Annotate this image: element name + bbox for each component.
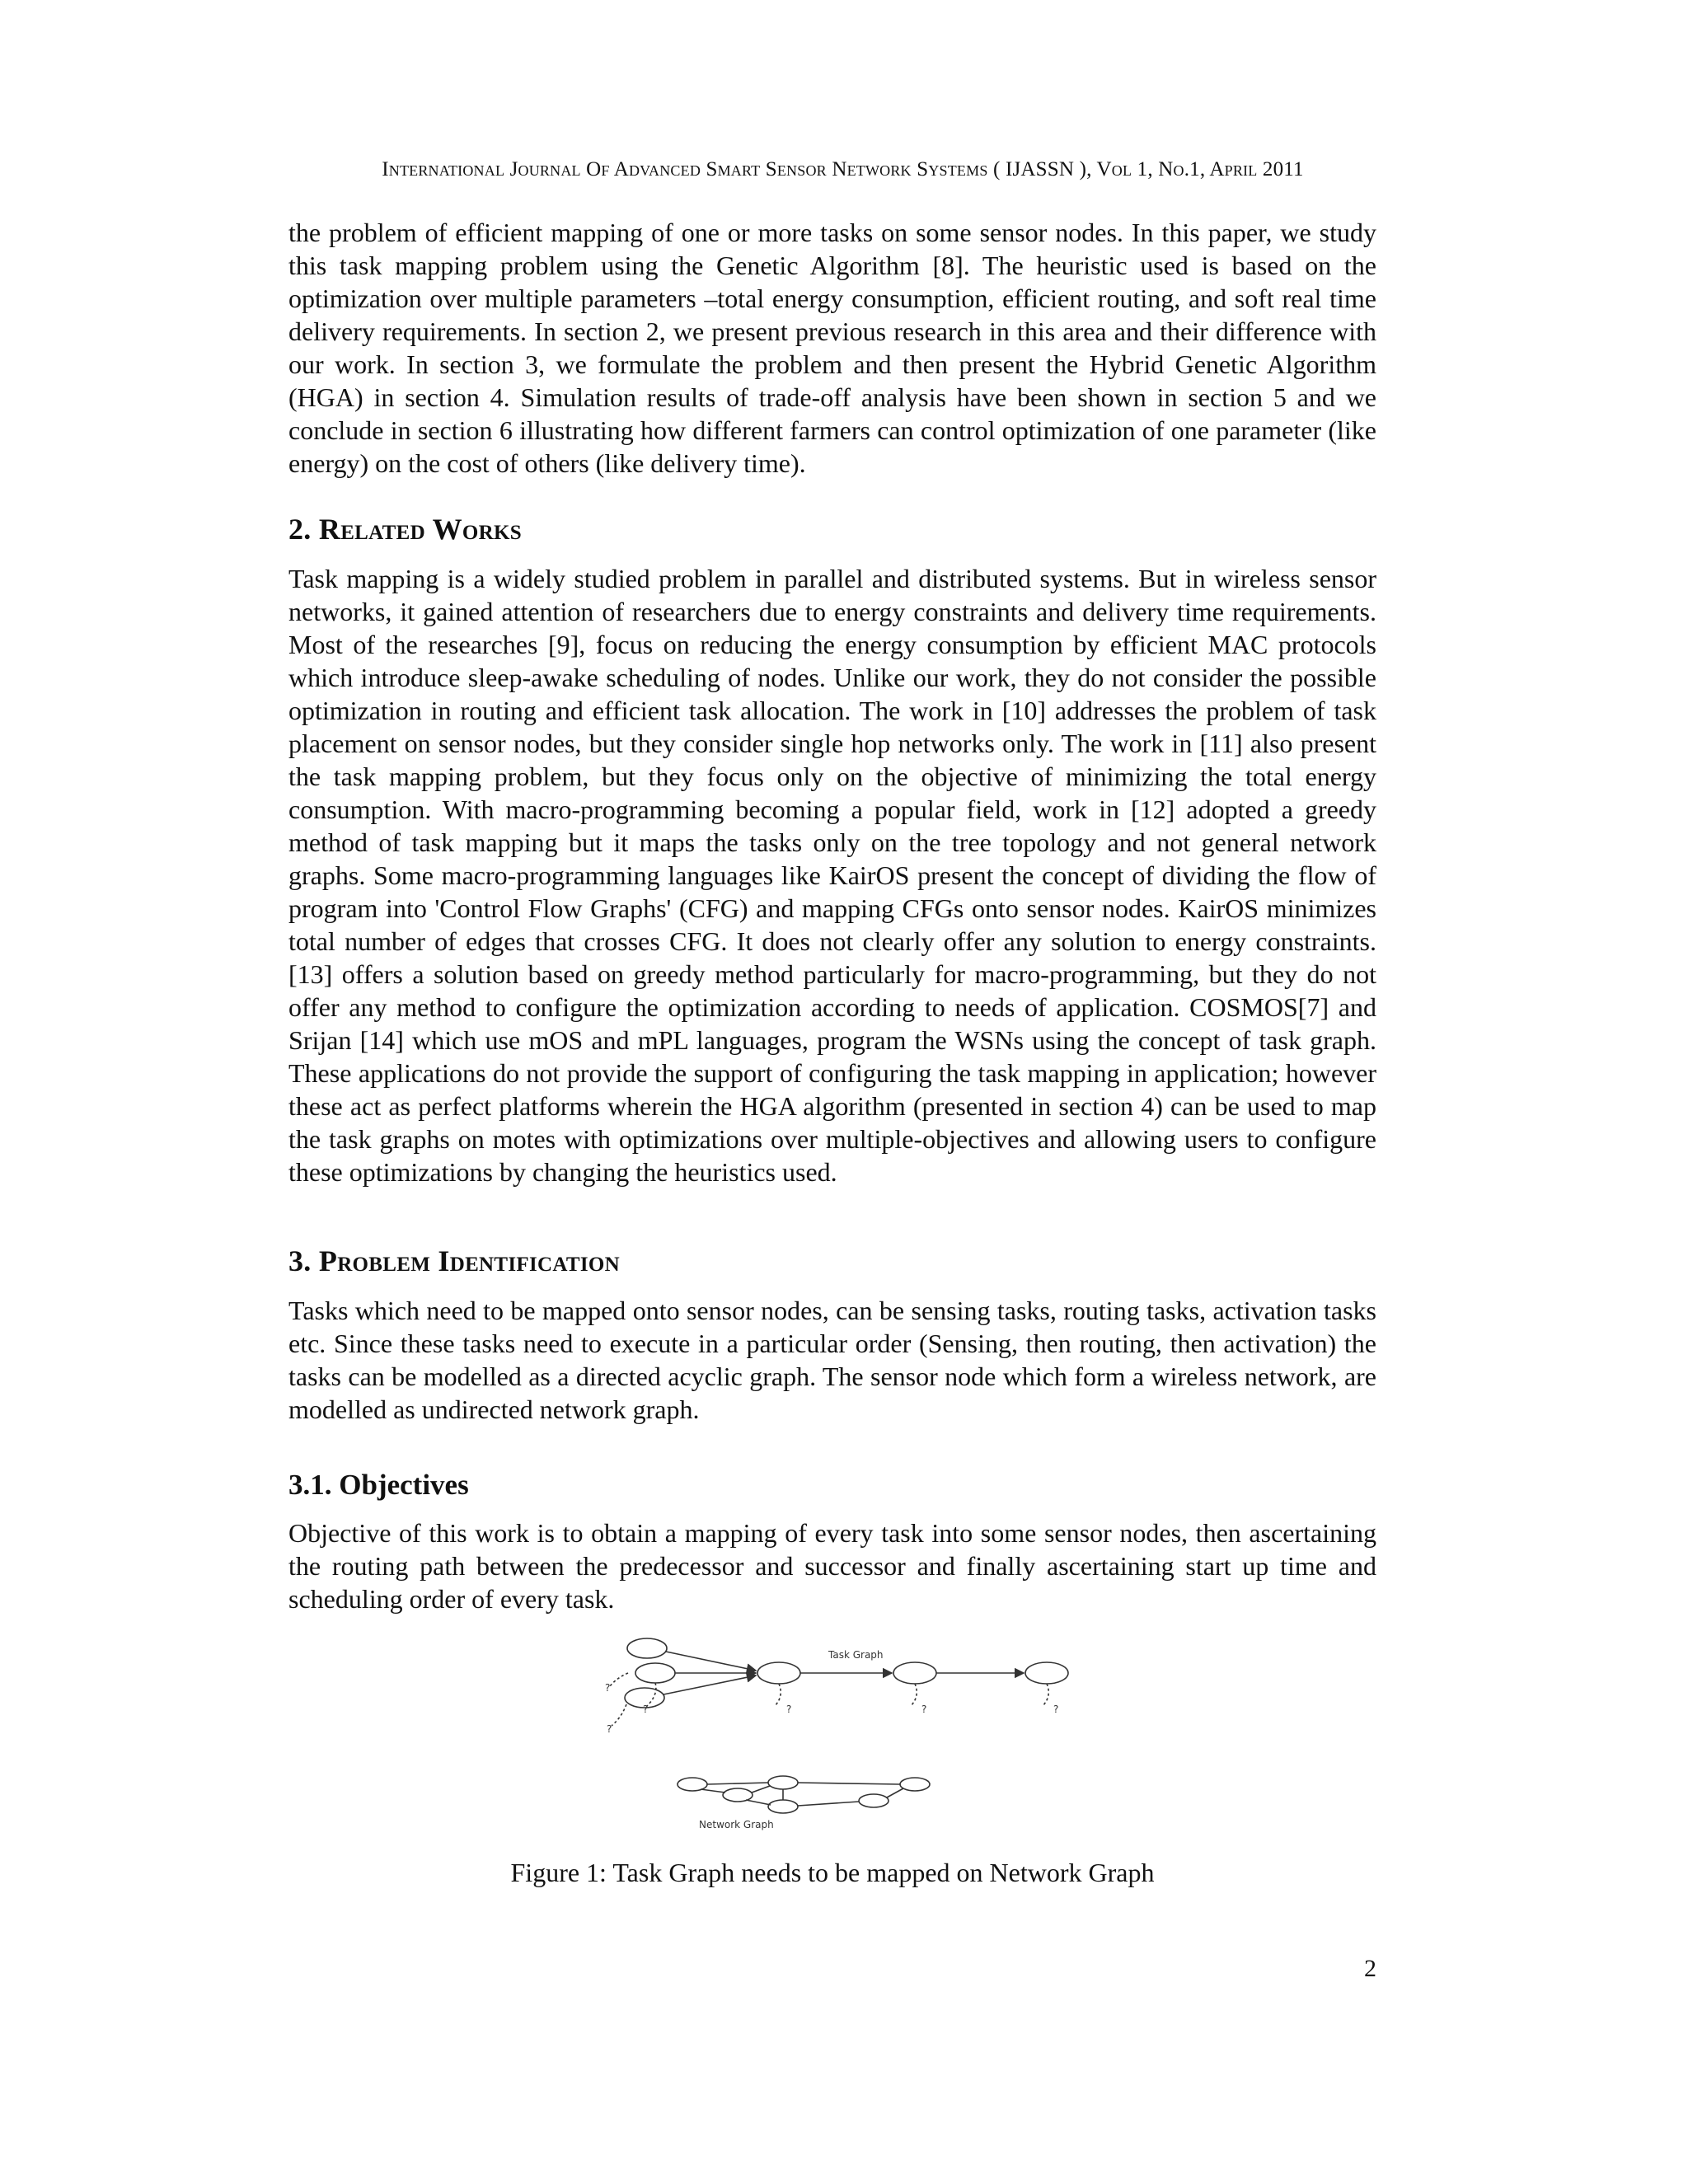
network-node [859, 1794, 889, 1807]
task-edge [666, 1652, 756, 1671]
section-related-works [288, 511, 1376, 1188]
figure-caption: Figure 1: Task Graph needs to be mapped on Network Graph [510, 1858, 1155, 1887]
page-number: 2 [1364, 1955, 1376, 1982]
question-mark: ? [607, 1723, 612, 1735]
related-works-paragraph: Task mapping is a widely studied problem in parallel and distributed systems. But in wireless sensor networks, it gained attention of researchers due to energy constraints and delivery time requirements. Most of the researches [9], focus on reducing the energy consumption by efficient MAC protocols which introduce sleep-awake scheduling of nodes. Unlike our work, they do not consider the possible optimization in routing and efficient task allocation. The work in [10] addresses the problem of task placement on sensor nodes, but they consider single hop networks only. The work in [11] also present the task mapping problem, but they focus only on the objective of minimizing the total energy consumption. With macro-programming becoming a popular field, work in [12] adopted a greedy method of task mapping but it maps the tasks only on the tree topology and not general network graphs. Some macro-programming languages like KairOS present the concept of dividing the flow of program into 'Control Flow Graphs' (CFG) and mapping CFGs onto sensor nodes. KairOS minimizes total number of edges that crosses CFG. It does not clearly offer any solution to energy constraints. [13] offers a solution based on greedy method particularly for macro-programming, but they do not offer any method to configure the optimization according to needs of application. COSMOS[7] and Srijan [14] which use mOS and mPL languages, program the WSNs using the concept of task graph. These applications do not provide the support of configuring the task mapping in application; however these act as perfect platforms wherein the HGA algorithm (presented in section 4) can be used to map the task graphs on motes with optimizations over multiple-objectives and allowing users to configure these optimizations by changing the heuristics used. [288, 564, 1376, 1187]
intro-paragraph: the problem of efficient mapping of one or more tasks on some sensor nodes. In this paper, we study this task mapping problem using the Genetic Algorithm [8]. The heuristic used is based on the optimization over multiple parameters –total energy consumption, efficient routing, and soft real time delivery requirements. In section 2, we present previous research in this area and their difference with our work. In section 3, we formulate the problem and then present the Hybrid Genetic Algorithm (HGA) in section 4. Simulation results of trade-off analysis have been shown in section 5 and we conclude in section 6 illustrating how different farmers can control optimization of one parameter (like energy) on the cost of others (like delivery time). [288, 218, 1376, 478]
mapping-hint [912, 1684, 917, 1705]
subsection-heading-objectives: 3.1. Objectives [288, 1469, 469, 1501]
mapping-hint [612, 1704, 626, 1726]
network-node [768, 1800, 798, 1813]
network-edge [798, 1802, 859, 1806]
task-edge [663, 1675, 756, 1694]
section-heading-problem-identification: 3. Problem Identification [288, 1244, 620, 1277]
network-graph-label: Network Graph [699, 1819, 774, 1830]
mapping-hint [647, 1683, 656, 1706]
subsection-objectives [288, 1467, 1376, 1615]
network-edge [746, 1800, 771, 1805]
network-node [900, 1778, 930, 1791]
network-edge [798, 1783, 900, 1784]
problem-identification-paragraph: Tasks which need to be mapped onto sensor nodes, can be sensing tasks, routing tasks, activation tasks etc. Since these tasks need to execute in a particular order (Sensing, then routing, then activation) the tasks can be modelled as a directed acyclic graph. The sensor node which form a wireless network, are modelled as undirected network graph. [288, 1296, 1376, 1424]
task-node [757, 1662, 800, 1684]
network-edge [707, 1783, 768, 1784]
question-mark: ? [921, 1704, 927, 1715]
network-node [768, 1776, 798, 1789]
network-edge [752, 1786, 770, 1793]
task-node [1025, 1662, 1068, 1684]
task-node [627, 1638, 667, 1658]
task-node [893, 1662, 936, 1684]
mapping-hint [1043, 1684, 1048, 1705]
question-mark: ? [1053, 1704, 1059, 1715]
mapping-hint [776, 1684, 781, 1705]
section-problem-identification [288, 1243, 1376, 1426]
intro-block [288, 216, 1376, 480]
network-edge [701, 1789, 725, 1793]
task-graph-label: Task Graph [828, 1649, 884, 1661]
question-mark: ? [643, 1704, 649, 1715]
figure-task-network-graph [577, 1632, 1088, 1838]
network-edge [887, 1788, 903, 1797]
task-node [635, 1663, 675, 1683]
objectives-paragraph: Objective of this work is to obtain a mapping of every task into some sensor nodes, then ascertaining the routing path between the predecessor and successor and finally ascertaining start up time and scheduling order of every task. [288, 1518, 1376, 1614]
section-heading-related-works: 2. Related Works [288, 513, 522, 546]
mapping-hint [610, 1673, 628, 1686]
network-node [723, 1788, 753, 1802]
question-mark: ? [786, 1704, 792, 1715]
question-mark: ? [605, 1682, 611, 1694]
running-header: International Journal Of Advanced Smart Sensor Network Systems ( IJASSN ), Vol 1, No.1, April 2011 [382, 158, 1304, 180]
